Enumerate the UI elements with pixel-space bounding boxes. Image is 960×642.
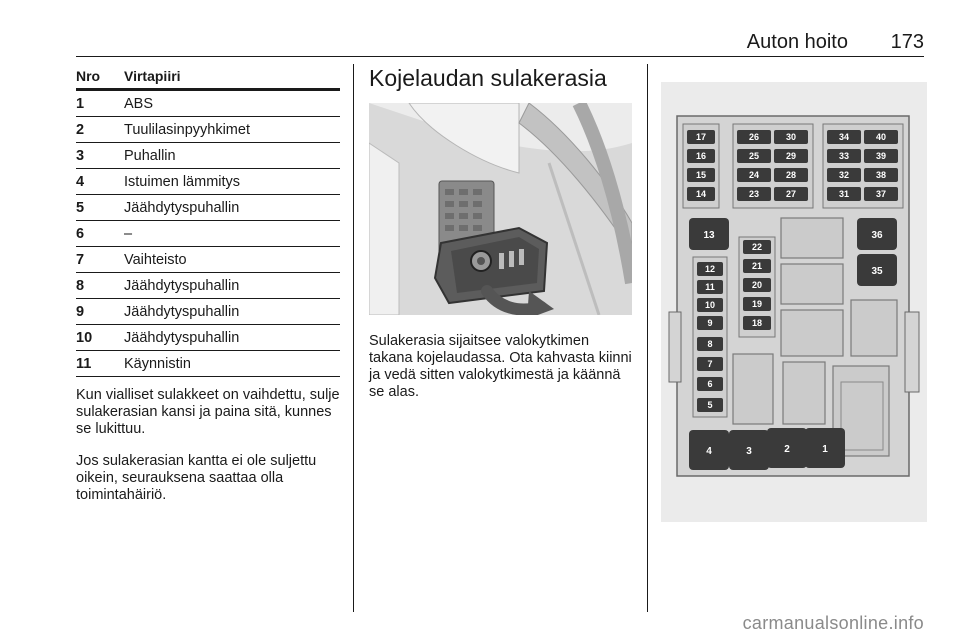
fuse-label: 18 [751,318,763,328]
fuse-label: 37 [875,189,887,199]
fuse-label: 8 [707,339,713,349]
fuse-label: 39 [875,151,887,161]
body-paragraph: Jos sulakerasian kantta ei ole suljettu oikein, seurauksena saattaa olla toimintahäiriö. [76,452,317,503]
relay-label: 4 [706,446,712,457]
table-row [76,117,340,143]
circuit-name: Jäähdytyspuhallin [124,329,240,346]
fuse-number: 10 [76,329,93,346]
table-row [76,91,340,117]
circuit-name: Jäähdytyspuhallin [124,303,240,320]
fuse-label: 25 [748,151,760,161]
fuse-table-body [76,91,340,377]
fuse-number: 8 [76,277,85,294]
fuse-label: 19 [751,299,763,309]
fuse-label: 16 [695,151,707,161]
table-header-circuit: Virtapiiri [124,68,181,84]
fuse-label: 33 [838,151,850,161]
fuse-label: 24 [748,170,760,180]
table-row [76,195,340,221]
table-row [76,169,340,195]
left-column [76,64,340,518]
relay-label: 1 [822,444,828,455]
fuse-number: 9 [76,303,85,320]
circuit-name: – [124,225,133,242]
relay-label: 13 [703,230,715,241]
fuse-label: 34 [838,132,850,142]
circuit-name: Jäähdytyspuhallin [124,277,240,294]
fuse-number: 5 [76,199,85,216]
fuse-number: 4 [76,173,85,190]
fuse-label: 10 [704,300,716,310]
middle-column [369,64,633,416]
fuse-label: 26 [748,132,760,142]
table-row [76,221,340,247]
fuse-number: 3 [76,147,85,164]
fuse-number: 7 [76,251,85,268]
section-paragraph: Sulakerasia sijaitsee valokytkimen takana kojelaudassa. Ota kahvasta kiinni ja vedä sitten valokytkimestä ja käännä se alas. [369,333,632,400]
table-row [76,325,340,351]
fuse-label: 20 [751,280,763,290]
column-divider [647,64,648,612]
circuit-name: Istuimen lämmitys [124,173,241,190]
table-row [76,299,340,325]
fuse-label: 23 [748,189,760,199]
fuse-label: 12 [704,264,716,274]
fuse-table-header [76,64,340,91]
fuse-label: 21 [751,261,763,271]
chapter-title: Auton hoito [746,31,848,53]
table-row [76,273,340,299]
circuit-name: Jäähdytyspuhallin [124,199,240,216]
table-row [76,247,340,273]
fuse-label: 31 [838,189,850,199]
fuse-label: 17 [695,132,707,142]
fuse-label: 40 [875,132,887,142]
circuit-name: Tuulilasinpyyhkimet [124,121,250,138]
relay-label: 2 [784,444,790,455]
relay-label: 36 [871,230,883,241]
table-header-number: Nro [76,68,101,84]
relay-label: 3 [746,446,752,457]
fusebox-layout-diagram [661,82,927,522]
header-rule [76,56,924,57]
column-divider [353,64,354,612]
fuse-label: 29 [785,151,797,161]
table-row [76,143,340,169]
fuse-label: 22 [751,242,763,252]
table-row [76,351,340,377]
circuit-name: Puhallin [124,147,176,164]
fuse-number: 6 [76,225,85,242]
section-title: Kojelaudan sulakerasia [369,65,607,91]
fuse-label: 14 [695,189,707,199]
fuse-label: 15 [695,170,707,180]
relay-label: 35 [871,266,883,277]
dashboard-fusebox-illustration [369,103,632,315]
fuse-label: 9 [707,318,713,328]
fuse-label: 5 [707,400,713,410]
fuse-number: 11 [76,355,92,372]
fuse-label: 38 [875,170,887,180]
fuse-label: 28 [785,170,797,180]
circuit-name: Käynnistin [124,355,191,372]
fuse-label: 27 [785,189,797,199]
fuse-number: 2 [76,121,85,138]
fuse-label: 7 [707,359,713,369]
watermark-footer: carmanualsonline.info [742,613,924,633]
fuse-label: 30 [785,132,797,142]
fuse-number: 1 [76,95,85,112]
circuit-name: Vaihteisto [124,251,187,268]
fuse-label: 11 [705,282,715,292]
body-paragraph: Kun vialliset sulakkeet on vaihdettu, sulje sulakerasian kansi ja paina sitä, kunnes se lukittuu. [76,387,340,437]
fuse-label: 32 [838,170,850,180]
fuse-label: 6 [707,379,713,389]
circuit-name: ABS [124,95,154,112]
page-number: 173 [890,31,924,53]
